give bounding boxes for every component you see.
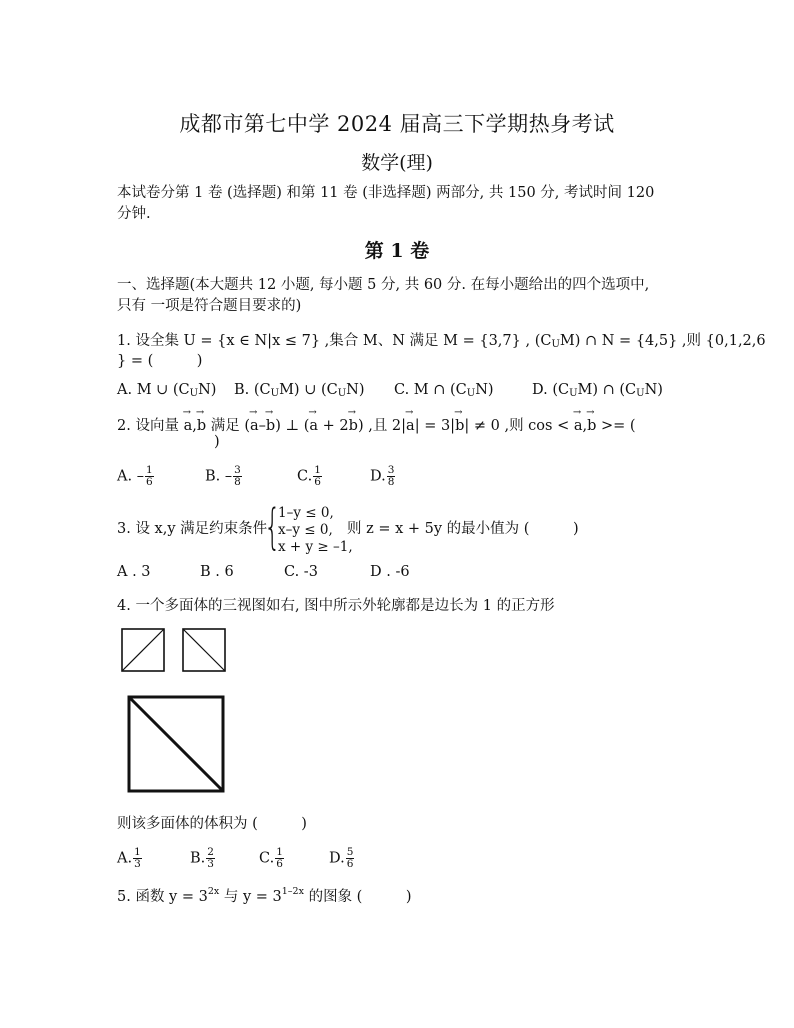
q4-option-b: B. $\frac{2}{3}$ xyxy=(190,846,214,870)
top-view xyxy=(129,697,223,791)
q4-option-a: A. $\frac{1}{3}$ xyxy=(117,846,141,870)
q1-option-b: B. $(C_UM)$ ∪ $(C_UN)$ xyxy=(234,382,365,399)
section-desc-line-1: 一、选择题(本大题共 12 小题, 每小题 5 分, 共 60 分. 在每小题给出的四个选项中, xyxy=(117,277,650,293)
q1-stem-line-2: } = ( ) xyxy=(117,353,203,369)
q3-option-d: D . -6 xyxy=(370,564,410,580)
q4-stem: 4. 一个多面体的三视图如右, 图中所示外轮廓都是边长为 1 的正方形 xyxy=(117,598,555,614)
exam-subtitle: 数学(理) xyxy=(361,152,433,174)
q2-option-b: B. – $\frac{3}{8}$ xyxy=(205,464,241,488)
q3-stem-prefix: 3. 设 x,y 满足约束条件 xyxy=(117,521,268,537)
q4-option-d: D. $\frac{5}{6}$ xyxy=(329,846,354,870)
q5-stem: 5. 函数 $y = 3^{2x}$ 与 $y = 3^{1-2x}$ 的图象 ( ) xyxy=(117,886,412,905)
q2-stem-line-2: ) xyxy=(214,434,220,450)
q3-constraint-1: 1–y ≤ 0, xyxy=(278,505,334,521)
q2-option-a: A. – $\frac{1}{6}$ xyxy=(117,464,153,488)
intro-line-1: 本试卷分第 1 卷 (选择题) 和第 11 卷 (非选择题) 两部分, 共 150 分, 考试时间 120 xyxy=(117,185,655,201)
q4-question: 则该多面体的体积为 ( ) xyxy=(117,816,307,832)
q2-stem-line-1: 2. 设向量 → a,→ b 满足 (→ a–→ b) ⊥ (→ a + 2→ b) ,且 2|→ a| = 3|→ b| ≠ 0 ,则 cos < → a,→ b >= ( xyxy=(117,414,636,435)
intro-line-2: 分钟. xyxy=(117,206,151,222)
q2-option-c: C. $\frac{1}{6}$ xyxy=(297,464,321,488)
section-title: 第 1 卷 xyxy=(364,240,430,262)
q3-option-c: C. -3 xyxy=(284,564,318,580)
q3-option-b: B . 6 xyxy=(200,564,234,580)
q3-option-a: A . 3 xyxy=(117,564,151,580)
front-view xyxy=(122,629,164,671)
q2-option-d: D. $\frac{3}{8}$ xyxy=(370,464,395,488)
q3-constraint-2: x–y ≤ 0, xyxy=(278,522,333,538)
q3-stem-suffix: 则 z = x + 5y 的最小值为 ( ) xyxy=(347,521,579,537)
q1-stem-line-1: 1. 设全集 U = {x ∈ N|x ≤ 7} ,集合 M、N 满足 M = {3,7} , $(C_UM)$ ∩ N = {4,5} ,则 {0,1,2,6 xyxy=(117,333,766,350)
q3-constraint-3: x + y ≥ –1, xyxy=(278,539,353,555)
q1-option-d: D. $(C_UM)$ ∩ $(C_UN)$ xyxy=(532,382,663,399)
section-desc-line-2: 只有 一项是符合题目要求的) xyxy=(117,298,302,314)
side-view xyxy=(183,629,225,671)
q1-option-a: A. M ∪ $(C_UN)$ xyxy=(117,382,217,399)
q4-option-c: C. $\frac{1}{6}$ xyxy=(259,846,283,870)
exam-title: 成都市第七中学 2024 届高三下学期热身考试 xyxy=(179,112,615,136)
q1-option-c: C. M ∩ $(C_UN)$ xyxy=(394,382,494,399)
left-brace-icon: { xyxy=(264,499,281,555)
